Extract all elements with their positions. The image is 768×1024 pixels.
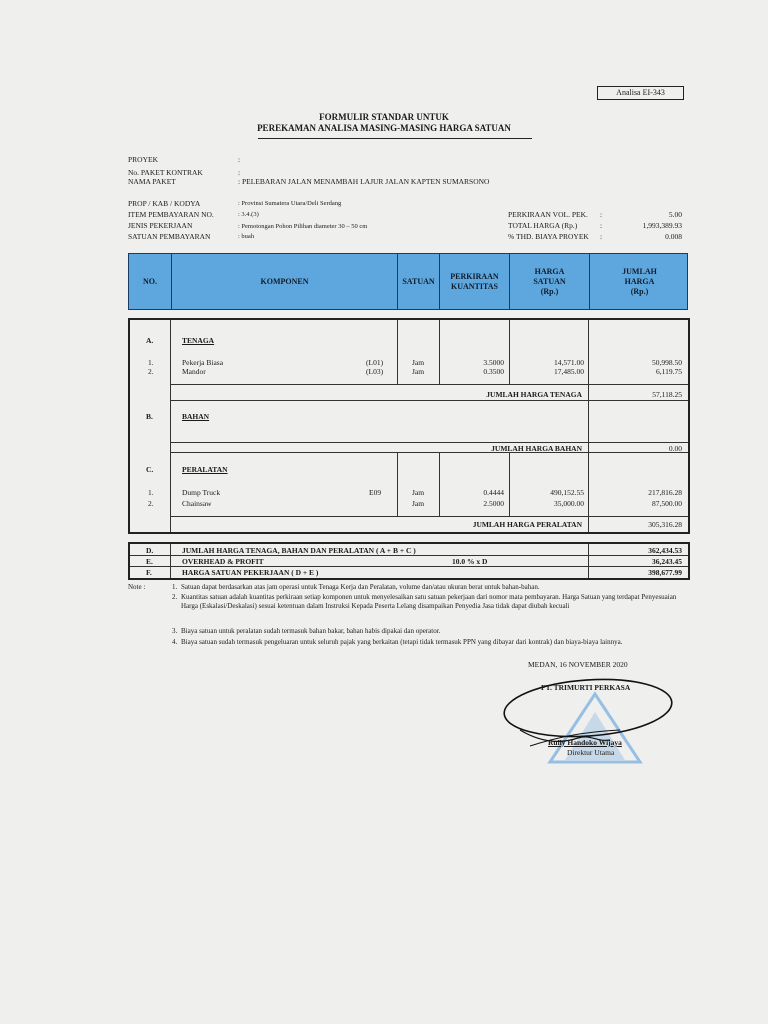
info-label-satuan-pembayaran: SATUAN PEMBAYARAN (128, 232, 211, 241)
summary-label: HARGA SATUAN PEKERJAAN ( D + E ) (182, 568, 319, 577)
summary-code: F. (146, 568, 152, 577)
info-value-item-pembayaran: : 3.4.(3) (238, 211, 259, 218)
form-title-line1: FORMULIR STANDAR UNTUK (319, 112, 449, 122)
row-price: 14,571.00 (554, 358, 584, 367)
header-harga-satuan: HARGA SATUAN (Rp.) (509, 254, 589, 309)
form-title-line2: PEREKAMAN ANALISA MASING-MASING HARGA SATUAN (257, 123, 511, 133)
info-label-proyek: PROYEK (128, 155, 159, 164)
info-label-prop: PROP / KAB / KODYA (128, 199, 201, 208)
info-label-total-harga: TOTAL HARGA (Rp.) (508, 221, 578, 230)
signature-place-date: MEDAN, 16 NOVEMBER 2020 (528, 660, 628, 669)
row-total: 217,816.28 (648, 488, 682, 497)
col-divider (439, 452, 440, 516)
row-no: 2. (148, 499, 154, 508)
summary-value: 398,677.99 (648, 568, 682, 577)
note-number: 1. (172, 583, 178, 591)
row-unit: Jam (412, 499, 425, 508)
row-name: Mandor (182, 367, 206, 376)
col-divider (509, 320, 510, 384)
row-total: 6,119.75 (656, 367, 682, 376)
section-code-bahan: B. (146, 412, 153, 421)
row-divider (170, 384, 688, 385)
row-divider (130, 555, 688, 556)
info-value-satuan-pembayaran: : buah (238, 233, 255, 240)
signature-name: Rully Handoko Wijaya (548, 738, 622, 747)
info-label-persen-biaya: % THD. BIAYA PROYEK (508, 232, 589, 241)
note-text: Biaya satuan untuk peralatan sudah termasuk bahan bakar, bahan habis dipakai dan operator. (181, 627, 441, 635)
row-price: 35,000.00 (554, 499, 584, 508)
row-no: 1. (148, 488, 154, 497)
info-sep-vol: : (600, 210, 603, 219)
col-divider (588, 544, 589, 578)
subtotal-value-peralatan: 305,316.28 (648, 520, 682, 529)
info-value-vol: 5.00 (668, 210, 682, 219)
summary-label: JUMLAH HARGA TENAGA, BAHAN DAN PERALATAN ( A + B + C ) (182, 546, 416, 555)
header-no: NO. (143, 276, 157, 286)
signature-company: PT. TRIMURTI PERKASA (541, 683, 631, 692)
row-price: 17,485.00 (554, 367, 584, 376)
info-label-item-pembayaran: ITEM PEMBAYARAN NO. (128, 210, 214, 219)
info-value-nama-paket: : PELEBARAN JALAN MENAMBAH LAJUR JALAN KAPTEN SUMARSONO (238, 177, 490, 186)
section-title-bahan: BAHAN (182, 412, 210, 421)
row-divider (130, 566, 688, 567)
row-name: Dump Truck (182, 488, 221, 497)
header-jumlah-harga: JUMLAH HARGA (Rp.) (589, 254, 689, 309)
row-qty: 0.4444 (483, 488, 504, 497)
info-label-paket-kontrak: No. PAKET KONTRAK (128, 168, 203, 177)
summary-value: 362,434.53 (648, 546, 682, 555)
section-title-tenaga: TENAGA (182, 336, 215, 345)
row-no: 2. (148, 367, 154, 376)
row-code: E09 (369, 488, 382, 497)
row-qty: 0.3500 (483, 367, 504, 376)
row-unit: Jam (412, 488, 425, 497)
info-sep-persen-biaya: : (600, 232, 603, 241)
row-divider (170, 452, 688, 453)
section-code-tenaga: A. (146, 336, 154, 345)
note-text: Kuantitas satuan adalah kuantitas perkiraan setiap komponen untuk menyelesaikan satu satuan pekerjaan dari nomor mata pembayaran. Harga Satuan yang terdapat Penyesuaian Harga (Eskalasi/Deskalasi) sesuai ketentuan dalam Instruksi Kepada Peserta Lelang disampaikan Penyedia Jasa tidak dapat diubah kecuali (181, 593, 677, 610)
row-unit: Jam (412, 358, 425, 367)
row-name: Chainsaw (182, 499, 212, 508)
section-code-peralatan: C. (146, 465, 154, 474)
title-underline (258, 138, 532, 139)
row-divider (170, 442, 688, 443)
col-divider (588, 320, 589, 532)
info-label-vol: PERKIRAAN VOL. PEK. (508, 210, 588, 219)
col-divider (397, 452, 398, 516)
col-divider (509, 452, 510, 516)
info-label-jenis-pekerjaan: JENIS PEKERJAAN (128, 221, 193, 230)
info-value-total-harga: 1,993,389.93 (642, 221, 682, 230)
signature-position: Direktur Utama (567, 748, 615, 757)
row-qty: 3.5000 (483, 358, 504, 367)
col-divider (170, 320, 171, 532)
row-divider (170, 516, 688, 517)
col-divider (170, 544, 171, 578)
subtotal-label-bahan: JUMLAH HARGA BAHAN (491, 444, 582, 453)
note-text: Satuan dapat berdasarkan atas jam operasi untuk Tenaga Kerja dan Peralatan, volume dan/atau ukuran berat untuk bahan-bahan. (181, 583, 540, 591)
header-komponen: KOMPONEN (171, 254, 397, 309)
header-satuan: SATUAN (397, 254, 439, 309)
note-label: Note : (128, 583, 146, 591)
info-value-prop: : Provinsi Sumatera Utara/Deli Serdang (238, 200, 342, 207)
info-value-proyek: : (238, 155, 241, 164)
note-text: Biaya satuan sudah termasuk pengeluaran untuk seluruh pajak yang berkaitan (tetapi tidak termasuk PPN yang dibayar dari kontrak) dan biaya-biaya lainnya. (181, 638, 623, 646)
info-value-persen-biaya: 0.008 (665, 232, 682, 241)
subtotal-label-peralatan: JUMLAH HARGA PERALATAN (472, 520, 582, 529)
table-body (128, 318, 690, 534)
summary-table (128, 542, 690, 580)
note-number: 3. (172, 627, 178, 635)
col-divider (439, 320, 440, 384)
document-code: Analisa EI-343 (597, 86, 684, 100)
info-value-jenis-pekerjaan: : Pemotongan Pohon Pilihan diameter 30 – 50 cm (238, 223, 368, 230)
row-code: (L01) (366, 358, 384, 367)
row-name: Pekerja Biasa (182, 358, 224, 367)
summary-value: 36,243.45 (652, 557, 682, 566)
note-number: 4. (172, 638, 178, 646)
info-label-nama-paket: NAMA PAKET (128, 177, 176, 186)
summary-code: D. (146, 546, 154, 555)
row-price: 490,152.55 (550, 488, 584, 497)
subtotal-label-tenaga: JUMLAH HARGA TENAGA (486, 390, 582, 399)
header-kuantitas: PERKIRAAN KUANTITAS (439, 254, 509, 309)
col-divider (397, 320, 398, 384)
row-qty: 2.5000 (483, 499, 504, 508)
row-total: 87,500.00 (652, 499, 682, 508)
summary-overhead-rate: 10.0 % x D (452, 557, 488, 566)
note-number: 2. (172, 593, 178, 601)
row-code: (L03) (366, 367, 384, 376)
subtotal-value-bahan: 0.00 (668, 444, 682, 453)
info-value-paket-kontrak: : (238, 168, 241, 177)
row-no: 1. (148, 358, 154, 367)
summary-label: OVERHEAD & PROFIT (182, 557, 264, 566)
info-sep-total-harga: : (600, 221, 603, 230)
section-title-peralatan: PERALATAN (182, 465, 228, 474)
subtotal-value-tenaga: 57,118.25 (652, 390, 682, 399)
row-unit: Jam (412, 367, 425, 376)
table-header (128, 253, 688, 310)
row-total: 50,998.50 (652, 358, 682, 367)
row-divider (170, 400, 688, 401)
summary-code: E. (146, 557, 153, 566)
